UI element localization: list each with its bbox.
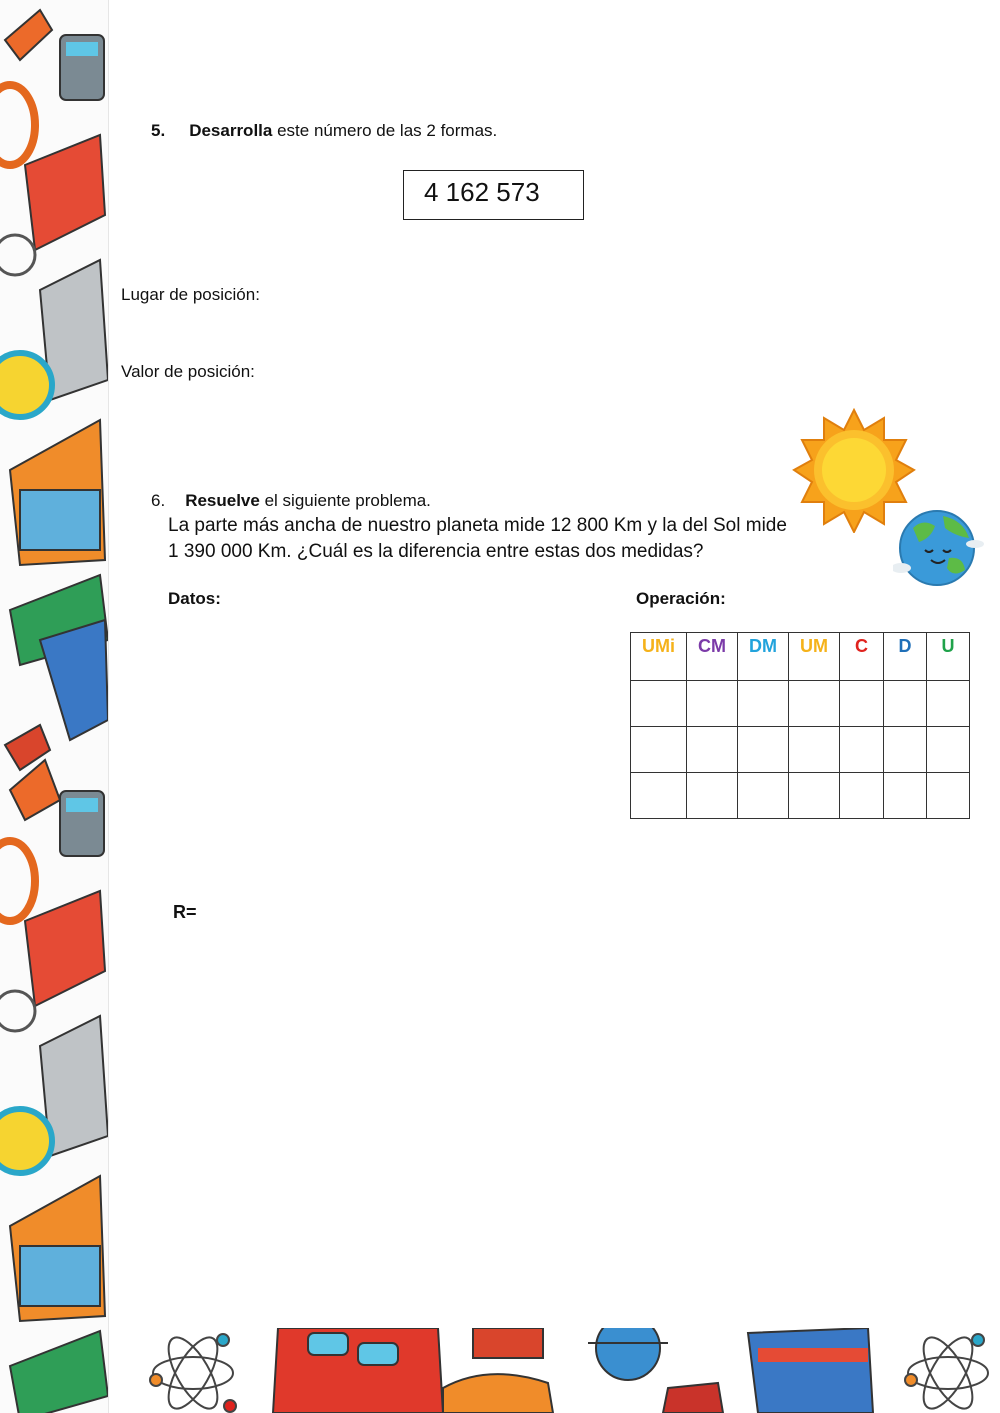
question-verb: Desarrolla	[189, 121, 273, 140]
header-cm: CM	[687, 633, 738, 681]
table-cell[interactable]	[789, 727, 840, 773]
earth-icon	[893, 508, 985, 590]
decorative-bottom-border	[108, 1328, 1000, 1413]
header-d: D	[884, 633, 927, 681]
microscope-icon	[663, 1383, 723, 1413]
problem-statement	[168, 513, 787, 565]
table-cell[interactable]	[789, 773, 840, 819]
respuesta-label: R=	[173, 902, 197, 922]
question-text: el siguiente problema.	[259, 491, 431, 510]
table-row	[631, 727, 970, 773]
problem-line: 1 390 000 Km. ¿Cuál es la diferencia entre estas dos medidas?	[168, 541, 704, 562]
table-cell[interactable]	[631, 773, 687, 819]
table-cell[interactable]	[687, 681, 738, 727]
lunchbox-icon	[443, 1374, 553, 1413]
table-cell[interactable]	[884, 727, 927, 773]
question-number: 5.	[151, 121, 166, 140]
table-cell[interactable]	[840, 681, 884, 727]
decorative-left-border	[0, 0, 109, 1413]
table-cell[interactable]	[927, 681, 970, 727]
operacion-label: Operación:	[636, 589, 726, 608]
question-text: este número de las 2 formas.	[272, 121, 498, 140]
table-cell[interactable]	[631, 681, 687, 727]
table-row	[631, 773, 970, 819]
books-stack-icon	[748, 1328, 873, 1413]
table-cell[interactable]	[687, 773, 738, 819]
atom-icon	[150, 1330, 236, 1413]
book-icon	[473, 1328, 543, 1358]
lugar-de-posicion-label: Lugar de posición:	[121, 285, 260, 304]
table-cell[interactable]	[738, 727, 789, 773]
place-value-table	[630, 632, 970, 819]
header-c: C	[840, 633, 884, 681]
problem-line: La parte más ancha de nuestro planeta mide 12 800 Km y la del Sol mide	[168, 515, 787, 536]
number-box: 4 162 573	[403, 170, 584, 220]
question-5-heading	[151, 121, 497, 141]
table-cell[interactable]	[738, 681, 789, 727]
table-cell[interactable]	[927, 727, 970, 773]
table-cell[interactable]	[840, 773, 884, 819]
backpack-icon	[273, 1328, 443, 1413]
table-cell[interactable]	[884, 681, 927, 727]
table-cell[interactable]	[840, 727, 884, 773]
table-header-row	[631, 633, 970, 681]
table-cell[interactable]	[687, 727, 738, 773]
table-cell[interactable]	[927, 773, 970, 819]
header-umi: UMi	[631, 633, 687, 681]
table-cell[interactable]	[789, 681, 840, 727]
table-row	[631, 681, 970, 727]
datos-label: Datos:	[168, 589, 221, 608]
school-doodle-pattern-top	[0, 10, 108, 820]
globe-icon	[596, 1328, 660, 1380]
atom-icon-right	[905, 1330, 988, 1413]
question-6-heading	[151, 491, 431, 511]
table-cell[interactable]	[631, 727, 687, 773]
school-doodle-pattern-bottom	[0, 791, 108, 1413]
valor-de-posicion-label: Valor de posición:	[121, 362, 255, 381]
question-verb: Resuelve	[185, 491, 260, 510]
table-cell[interactable]	[884, 773, 927, 819]
question-number: 6.	[151, 491, 166, 510]
table-cell[interactable]	[738, 773, 789, 819]
header-u: U	[927, 633, 970, 681]
header-um: UM	[789, 633, 840, 681]
header-dm: DM	[738, 633, 789, 681]
